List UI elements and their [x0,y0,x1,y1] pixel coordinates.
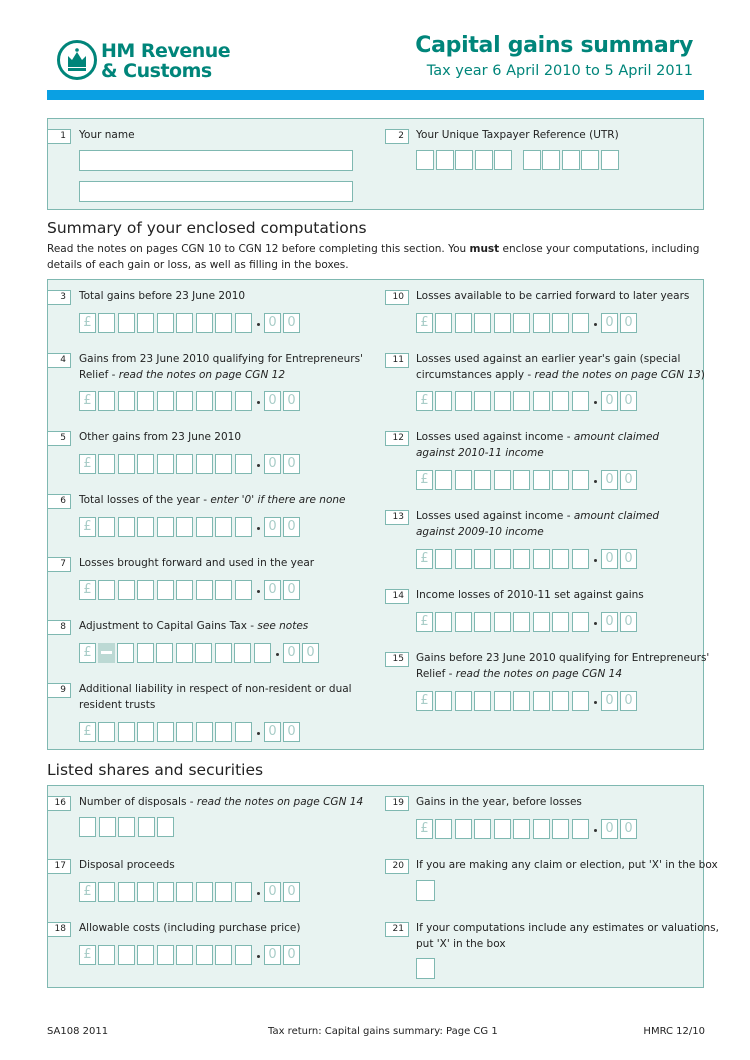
decimal-point [594,829,597,832]
digit-cell[interactable] [157,817,174,837]
pence-cell: 0 [283,313,300,333]
utr-digit-cell[interactable] [601,150,619,170]
digit-cell[interactable] [435,612,452,632]
digit-cell[interactable] [494,313,511,333]
digit-cell[interactable] [533,612,550,632]
decimal-point [594,622,597,625]
pence-cell: 0 [620,470,637,490]
q21-label-line-1: If your computations include any estimates or valuations, [416,922,719,934]
decimal-point [257,323,260,326]
digit-cell[interactable] [118,882,135,902]
decimal-point [594,559,597,562]
q11-label [416,352,705,383]
digit-cell[interactable] [118,580,135,600]
pence-cell: 0 [601,391,618,411]
pound-sign-cell: £ [416,691,433,711]
pence-cell: 0 [620,819,637,839]
q13-label [416,509,659,540]
pound-sign-cell: £ [79,454,96,474]
question-number-16: 16 [47,796,71,811]
q21-label [416,921,719,952]
digit-cell[interactable] [196,722,213,742]
pence-cell: 0 [283,391,300,411]
digit-cell[interactable] [435,391,452,411]
digit-cell[interactable] [235,580,252,600]
digit-cell[interactable] [137,454,154,474]
q9-label-line-1: Additional liability in respect of non-resident or dual [79,683,352,695]
digit-cell[interactable] [474,313,491,333]
digit-cell[interactable] [235,313,252,333]
question-number-15: 15 [385,652,409,667]
q5-label: Other gains from 23 June 2010 [79,431,242,443]
digit-cell[interactable] [176,454,193,474]
pence-cell: 0 [601,612,618,632]
digit-cell[interactable] [137,580,154,600]
utr-digit-cell[interactable] [455,150,473,170]
digit-cell[interactable] [157,882,174,902]
digit-cell[interactable] [98,517,115,537]
digit-cell[interactable] [118,945,135,965]
digit-cell[interactable] [494,549,511,569]
digit-cell[interactable] [474,819,491,839]
decimal-point [594,401,597,404]
question-number-8: 8 [47,620,71,635]
digit-cell[interactable] [235,454,252,474]
digit-cell[interactable] [215,517,232,537]
q6-note: enter '0' if there are none [210,494,346,506]
minus-sign-cell[interactable] [98,643,115,663]
digit-cell[interactable] [435,691,452,711]
digit-cell[interactable] [474,549,491,569]
digit-cell[interactable] [137,882,154,902]
pence-cell: 0 [264,517,281,537]
q10-label: Losses available to be carried forward to later years [416,290,690,302]
digit-cell[interactable] [176,945,193,965]
decimal-point [594,701,597,704]
digit-cell[interactable] [195,643,212,663]
pound-sign-cell: £ [79,391,96,411]
digit-cell[interactable] [196,580,213,600]
digit-cell[interactable] [455,313,472,333]
digit-cell[interactable] [435,313,452,333]
q6-label [79,493,346,509]
digit-cell[interactable] [455,470,472,490]
question-number-20: 20 [385,859,409,874]
digit-cell[interactable] [157,391,174,411]
pound-sign-cell: £ [416,549,433,569]
your-name-field-1[interactable] [79,150,353,171]
question-number-21: 21 [385,922,409,937]
digit-cell[interactable] [513,691,530,711]
pence-cell: 0 [601,313,618,333]
digit-cell[interactable] [552,391,569,411]
q13-label-text: Losses used against income - [416,510,574,522]
footer-page-title: Tax return: Capital gains summary: Page CG 1 [268,1026,498,1037]
pence-cell: 0 [620,691,637,711]
digit-cell[interactable] [455,819,472,839]
q17-label: Disposal proceeds [79,859,175,871]
digit-cell[interactable] [176,391,193,411]
digit-cell[interactable] [157,580,174,600]
digit-cell[interactable] [118,517,135,537]
digit-cell[interactable] [513,313,530,333]
q13-note-2: against 2009-10 income [416,525,544,538]
digit-cell[interactable] [157,454,174,474]
digit-cell[interactable] [137,643,154,663]
q15-label [416,651,709,682]
question-number-11: 11 [385,353,409,368]
digit-cell[interactable] [98,454,115,474]
pence-cell: 0 [620,313,637,333]
q4-note: read the notes on page CGN 12 [118,368,285,381]
digit-cell[interactable] [137,945,154,965]
q21-checkbox[interactable] [416,958,435,979]
digit-cell[interactable] [157,722,174,742]
q15-note: read the notes on page CGN 14 [455,667,622,680]
q16-note: read the notes on page CGN 14 [196,796,364,808]
digit-cell[interactable] [117,643,134,663]
digit-cell[interactable] [118,454,135,474]
q12-label [416,430,659,461]
digit-cell[interactable] [572,391,589,411]
utr-digit-cell[interactable] [523,150,541,170]
digit-cell[interactable] [455,391,472,411]
q4-label-line-2: Relief - [79,368,119,381]
logo-line-2: & Customs [101,60,212,82]
question-number-5: 5 [47,431,71,446]
q14-label: Income losses of 2010-11 set against gains [416,589,644,601]
question-number-9: 9 [47,683,71,698]
digit-cell[interactable] [435,549,452,569]
pence-cell: 0 [283,722,300,742]
digit-cell[interactable] [455,691,472,711]
digit-cell[interactable] [176,882,193,902]
pence-cell: 0 [620,391,637,411]
digit-cell[interactable] [435,819,452,839]
q12-label-text: Losses used against income - [416,431,574,443]
digit-cell[interactable] [533,391,550,411]
decimal-point [257,892,260,895]
q19-label: Gains in the year, before losses [416,796,582,808]
q15-label-line-1: Gains before 23 June 2010 qualifying for Entrepreneurs' [416,652,710,664]
q9-label-line-2: resident trusts [79,698,156,711]
q16-label-text: Number of disposals - [79,796,197,808]
q4-label [79,352,363,383]
question-number-12: 12 [385,431,409,446]
digit-cell[interactable] [196,945,213,965]
summary-heading: Summary of your enclosed computations [47,219,367,237]
digit-cell[interactable] [98,882,115,902]
question-number-17: 17 [47,859,71,874]
your-name-label: Your name [79,129,135,141]
tax-year-subtitle: Tax year 6 April 2010 to 5 April 2011 [426,63,693,79]
digit-cell[interactable] [513,549,530,569]
q12-note-2: against 2010-11 income [416,446,544,459]
digit-cell[interactable] [455,549,472,569]
digit-cell[interactable] [118,722,135,742]
pence-cell: 0 [283,643,300,663]
digit-cell[interactable] [215,391,232,411]
digit-cell[interactable] [157,945,174,965]
q11-close-paren: ) [700,368,705,381]
digit-cell[interactable] [552,313,569,333]
logo-wordmark [101,41,230,81]
digit-cell[interactable] [494,612,511,632]
digit-cell[interactable] [118,817,135,837]
header-band [47,90,704,100]
digit-cell[interactable] [533,470,550,490]
utr-digit-cell[interactable] [436,150,454,170]
digit-cell[interactable] [138,817,155,837]
utr-digit-cell[interactable] [475,150,493,170]
pound-sign-cell: £ [79,580,96,600]
digit-cell[interactable] [513,470,530,490]
digit-cell[interactable] [215,945,232,965]
q8-label [79,619,308,635]
digit-cell[interactable] [215,580,232,600]
digit-cell[interactable] [98,580,115,600]
q20-checkbox[interactable] [416,880,435,901]
q12-note-1: amount claimed [573,431,660,443]
q13-note-1: amount claimed [573,510,660,522]
question-number-19: 19 [385,796,409,811]
digit-cell[interactable] [513,391,530,411]
digit-cell[interactable] [137,722,154,742]
pence-cell: 0 [264,391,281,411]
q21-label-line-2: put 'X' in the box [416,937,506,950]
q8-note: see notes [257,620,309,632]
digit-cell[interactable] [533,819,550,839]
pence-cell: 0 [620,612,637,632]
summary-intro-text-1: Read the notes on pages CGN 10 to CGN 12 before completing this section. You [47,243,470,255]
listed-heading: Listed shares and securities [47,761,264,779]
digit-cell[interactable] [235,391,252,411]
digit-cell[interactable] [235,722,252,742]
pence-cell: 0 [283,454,300,474]
pound-sign-cell: £ [79,945,96,965]
digit-cell[interactable] [215,454,232,474]
digit-cell[interactable] [572,470,589,490]
digit-cell[interactable] [156,643,173,663]
digit-cell[interactable] [494,819,511,839]
decimal-point [257,590,260,593]
digit-cell[interactable] [235,945,252,965]
pence-cell: 0 [601,549,618,569]
pence-cell: 0 [601,470,618,490]
q11-label-line-1: Losses used against an earlier year's gain (special [416,353,681,365]
decimal-point [276,653,279,656]
digit-cell[interactable] [533,691,550,711]
digit-cell[interactable] [235,882,252,902]
digit-cell[interactable] [196,391,213,411]
q4-label-line-1: Gains from 23 June 2010 qualifying for Entrepreneurs' [79,353,363,365]
digit-cell[interactable] [474,470,491,490]
question-number-10: 10 [385,290,409,305]
q6-label-text: Total losses of the year - [79,494,211,506]
pound-sign-cell: £ [416,819,433,839]
question-number-6: 6 [47,494,71,509]
pence-cell: 0 [283,517,300,537]
pound-sign-cell: £ [79,643,96,663]
digit-cell[interactable] [572,691,589,711]
digit-cell[interactable] [494,470,511,490]
summary-intro-line-2: details of each gain or loss, as well as filling in the boxes. [47,258,349,271]
page-title: Capital gains summary [415,33,693,58]
pence-cell: 0 [264,882,281,902]
digit-cell[interactable] [552,549,569,569]
digit-cell[interactable] [176,517,193,537]
pound-sign-cell: £ [79,517,96,537]
digit-cell[interactable] [118,391,135,411]
q11-label-line-2: circumstances apply - [416,368,535,381]
pound-sign-cell: £ [416,612,433,632]
pound-sign-cell: £ [79,313,96,333]
digit-cell[interactable] [572,819,589,839]
digit-cell[interactable] [533,313,550,333]
digit-cell[interactable] [552,819,569,839]
summary-intro-bold: must [469,243,500,255]
digit-cell[interactable] [552,470,569,490]
digit-cell[interactable] [215,313,232,333]
digit-cell[interactable] [533,549,550,569]
digit-cell[interactable] [552,691,569,711]
decimal-point [257,955,260,958]
question-number-3: 3 [47,290,71,305]
hmrc-logo [57,40,97,80]
digit-cell[interactable] [494,391,511,411]
utr-digit-cell[interactable] [562,150,580,170]
q16-label [79,795,363,811]
footer-form-code: SA108 2011 [47,1026,109,1037]
utr-label: Your Unique Taxpayer Reference (UTR) [416,129,619,141]
footer-revision: HMRC 12/10 [643,1026,705,1037]
digit-cell[interactable] [98,391,115,411]
question-number-4: 4 [47,353,71,368]
q8-label-text: Adjustment to Capital Gains Tax - [79,620,258,632]
digit-cell[interactable] [118,313,135,333]
pound-sign-cell: £ [416,313,433,333]
pence-cell: 0 [264,313,281,333]
digit-cell[interactable] [215,643,232,663]
question-number-1: 1 [47,129,71,144]
pence-cell: 0 [264,580,281,600]
digit-cell[interactable] [235,517,252,537]
your-name-field-2[interactable] [79,181,353,202]
decimal-point [594,480,597,483]
digit-cell[interactable] [196,882,213,902]
utr-digit-cell[interactable] [542,150,560,170]
summary-intro-text-2: enclose your computations, including [499,243,700,255]
decimal-point [257,401,260,404]
pence-cell: 0 [264,722,281,742]
crown-crest-icon [57,40,97,80]
digit-cell[interactable] [215,882,232,902]
pence-cell: 0 [283,882,300,902]
question-number-7: 7 [47,557,71,572]
digit-cell[interactable] [176,643,193,663]
digit-cell[interactable] [435,470,452,490]
pence-cell: 0 [264,454,281,474]
q7-label: Losses brought forward and used in the year [79,557,315,569]
pence-cell: 0 [283,945,300,965]
digit-cell[interactable] [79,817,96,837]
digit-cell[interactable] [474,391,491,411]
pence-cell: 0 [601,819,618,839]
digit-cell[interactable] [196,313,213,333]
digit-cell[interactable] [98,313,115,333]
digit-cell[interactable] [572,612,589,632]
logo-line-1: HM Revenue [101,40,231,62]
digit-cell[interactable] [572,549,589,569]
digit-cell[interactable] [474,612,491,632]
digit-cell[interactable] [196,517,213,537]
q18-label: Allowable costs (including purchase price) [79,922,301,934]
digit-cell[interactable] [254,643,271,663]
pence-cell: 0 [302,643,319,663]
q9-label [79,682,352,713]
decimal-point [257,732,260,735]
digit-cell[interactable] [513,819,530,839]
question-number-18: 18 [47,922,71,937]
utr-digit-cell[interactable] [416,150,434,170]
digit-cell[interactable] [137,391,154,411]
digit-cell[interactable] [99,817,116,837]
utr-digit-cell[interactable] [494,150,512,170]
question-number-13: 13 [385,510,409,525]
pound-sign-cell: £ [416,391,433,411]
digit-cell[interactable] [157,313,174,333]
digit-cell[interactable] [176,580,193,600]
digit-cell[interactable] [176,722,193,742]
pound-sign-cell: £ [79,882,96,902]
digit-cell[interactable] [474,691,491,711]
digit-cell[interactable] [494,691,511,711]
digit-cell[interactable] [98,722,115,742]
digit-cell[interactable] [137,313,154,333]
digit-cell[interactable] [98,945,115,965]
decimal-point [594,323,597,326]
digit-cell[interactable] [196,454,213,474]
q3-label: Total gains before 23 June 2010 [79,290,246,302]
digit-cell[interactable] [455,612,472,632]
question-number-14: 14 [385,589,409,604]
decimal-point [257,527,260,530]
digit-cell[interactable] [137,517,154,537]
pence-cell: 0 [601,691,618,711]
digit-cell[interactable] [552,612,569,632]
q20-label: If you are making any claim or election, put 'X' in the box [416,859,718,871]
q15-label-line-2: Relief - [416,667,456,680]
digit-cell[interactable] [513,612,530,632]
summary-intro [47,242,717,273]
digit-cell[interactable] [215,722,232,742]
utr-digit-cell[interactable] [581,150,599,170]
pound-sign-cell: £ [416,470,433,490]
pence-cell: 0 [620,549,637,569]
digit-cell[interactable] [157,517,174,537]
decimal-point [257,464,260,467]
digit-cell[interactable] [572,313,589,333]
pence-cell: 0 [283,580,300,600]
digit-cell[interactable] [176,313,193,333]
digit-cell[interactable] [234,643,251,663]
pound-sign-cell: £ [79,722,96,742]
q11-note: read the notes on page CGN 13 [534,368,701,381]
pence-cell: 0 [264,945,281,965]
question-number-2: 2 [385,129,409,144]
